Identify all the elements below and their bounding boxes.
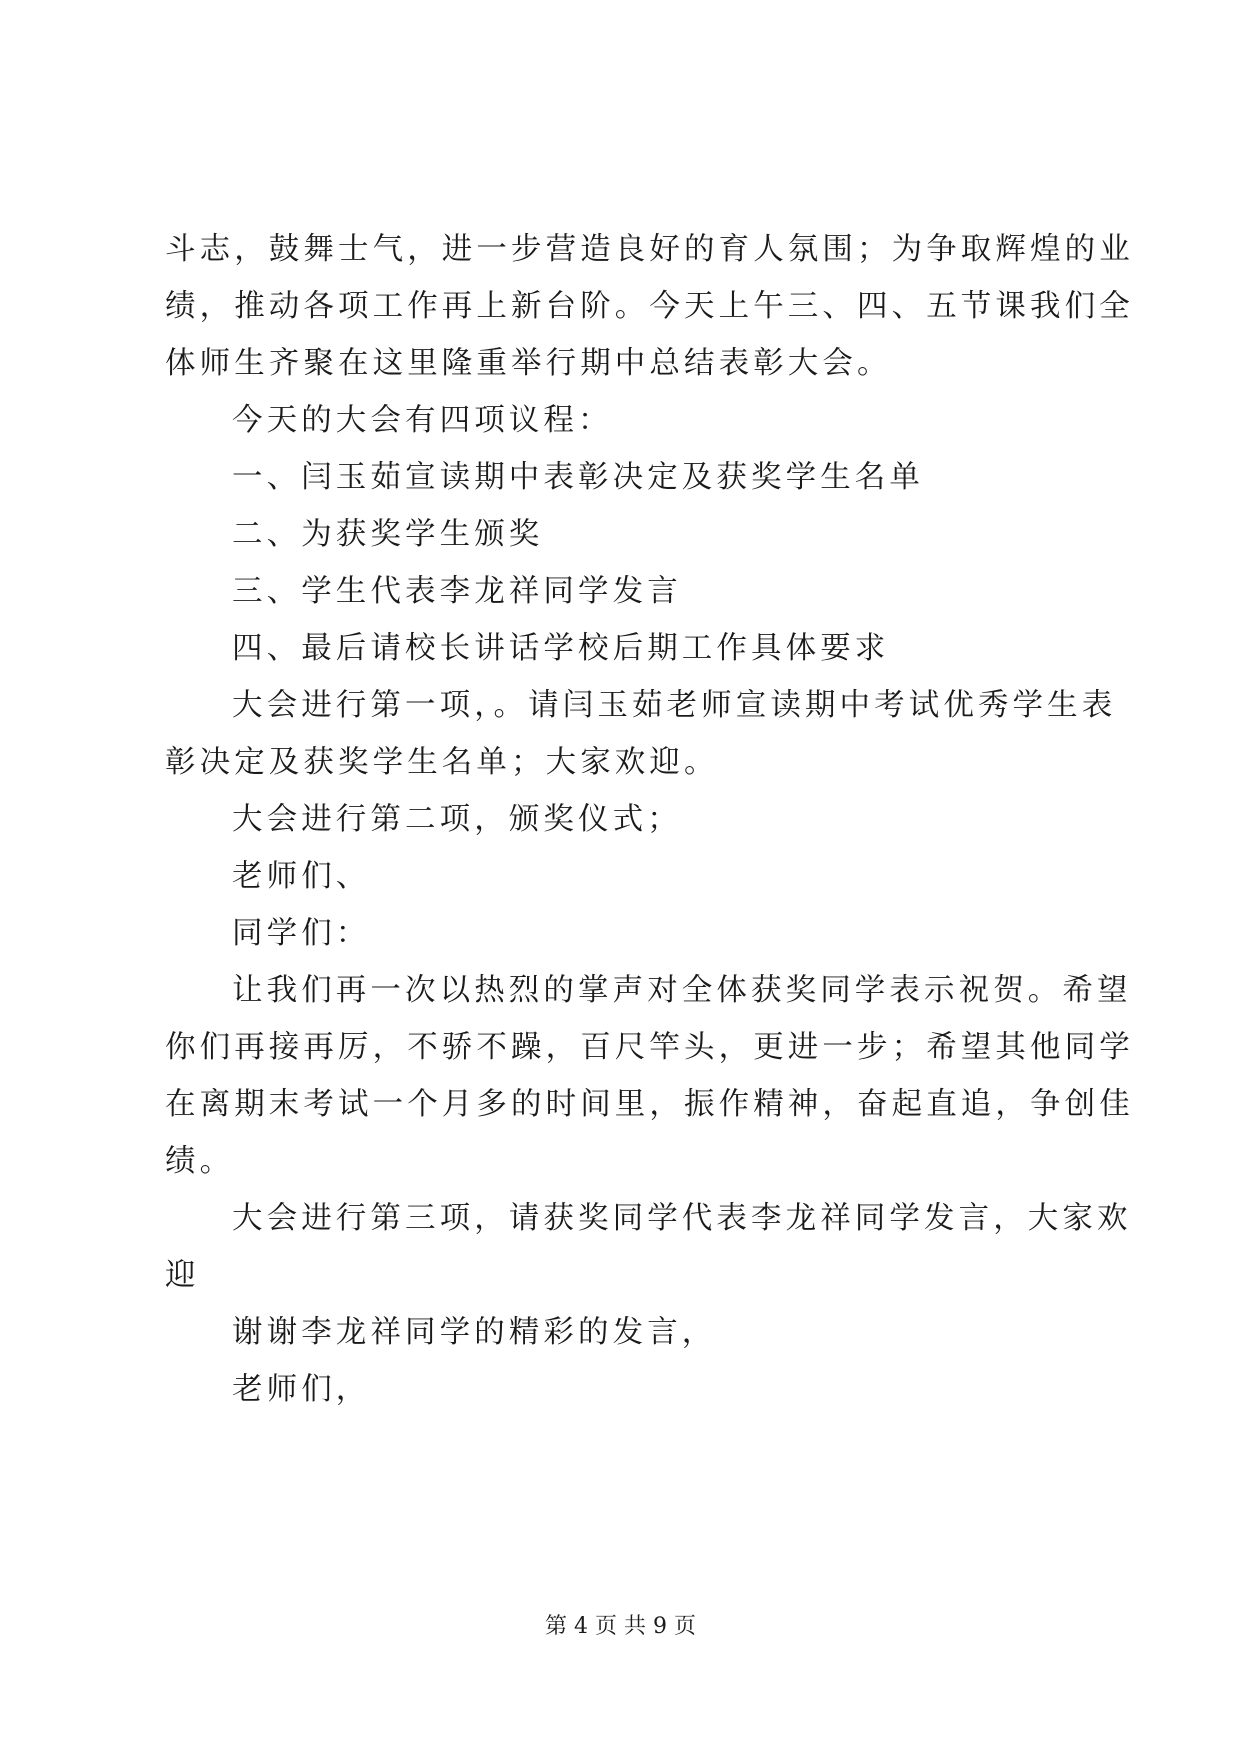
text-line: 绩，推动各项工作再上新台阶。今天上午三、四、五节课我们全 — [165, 289, 1134, 324]
text-line: 让我们再一次以热烈的掌声对全体获奖同学表示祝贺。希望 — [232, 973, 1132, 1008]
text-line: 你们再接再厉，不骄不躁，百尺竿头，更进一步；希望其他同学 — [165, 1030, 1134, 1065]
text-line: 斗志，鼓舞士气，进一步营造良好的育人氛围；为争取辉煌的业 — [165, 232, 1134, 267]
text-line: 大会进行第三项，请获奖同学代表李龙祥同学发言，大家欢 — [232, 1201, 1132, 1236]
text-line: 老师们， — [232, 1372, 371, 1407]
agenda-item: 一、闫玉茹宣读期中表彰决定及获奖学生名单 — [232, 460, 924, 495]
page-number-footer: 第 4 页 共 9 页 — [545, 1614, 696, 1639]
agenda-item: 四、最后请校长讲话学校后期工作具体要求 — [232, 631, 890, 666]
text-line: 绩。 — [165, 1144, 235, 1179]
text-line: 大会进行第一项，。请闫玉茹老师宣读期中考试优秀学生表 — [232, 688, 1117, 723]
text-line: 彰决定及获奖学生名单；大家欢迎。 — [165, 745, 719, 780]
agenda-item: 三、学生代表李龙祥同学发言 — [232, 574, 682, 609]
text-line: 老师们、 — [232, 859, 371, 894]
text-line: 体师生齐聚在这里隆重举行期中总结表彰大会。 — [165, 346, 892, 381]
text-line: 同学们： — [232, 916, 371, 951]
text-line: 大会进行第二项，颁奖仪式； — [232, 802, 682, 837]
text-line: 在离期末考试一个月多的时间里，振作精神，奋起直追，争创佳 — [165, 1087, 1134, 1122]
agenda-item: 二、为获奖学生颁奖 — [232, 517, 544, 552]
text-line: 今天的大会有四项议程： — [232, 403, 613, 438]
text-line: 迎 — [165, 1258, 200, 1293]
text-line: 谢谢李龙祥同学的精彩的发言， — [232, 1315, 717, 1350]
